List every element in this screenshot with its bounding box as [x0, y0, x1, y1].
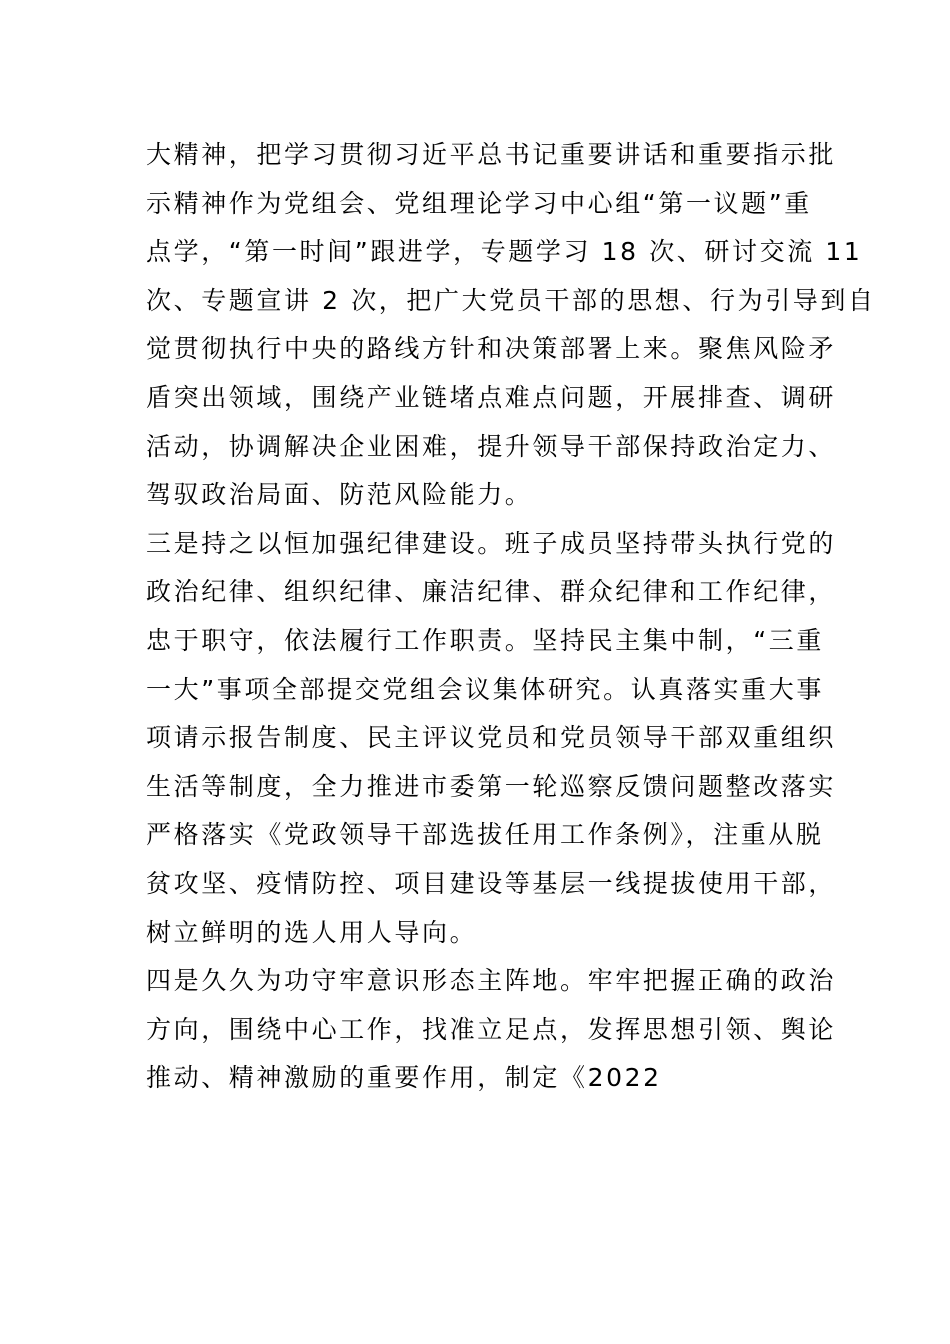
text-line: 四是久久为功守牢意识形态主阵地。牢牢把握正确的政治: [146, 966, 837, 996]
text-line: 活动，协调解决企业困难，提升领导干部保持政治定力、: [146, 431, 837, 461]
text-line: 大精神，把学习贯彻习近平总书记重要讲话和重要指示批: [146, 140, 837, 169]
text-line: 三是持之以恒加强纪律建设。班子成员坚持带头执行党的: [146, 528, 837, 558]
text-line: 驾驭政治局面、防范风险能力。: [146, 480, 533, 510]
text-line: 点学，“第一时间”跟进学，专题学习 18 次、研讨交流 11: [146, 237, 863, 267]
text-line: 一大”事项全部提交党组会议集体研究。认真落实重大事: [146, 674, 824, 704]
text-line: 树立鲜明的选人用人导向。: [146, 917, 478, 947]
text-line: 项请示报告制度、民主评议党员和党员领导干部双重组织: [146, 723, 837, 753]
text-line: 推动、精神激励的重要作用，制定《2022: [146, 1063, 662, 1093]
document-body: [146, 131, 876, 1103]
text-line: 方向，围绕中心工作，找准立足点，发挥思想引领、舆论: [146, 1014, 837, 1044]
text-line: 示精神作为党组会、党组理论学习中心组“第一议题”重: [146, 188, 812, 218]
text-line: 生活等制度，全力推进市委第一轮巡察反馈问题整改落实: [146, 771, 837, 801]
text-line: 政治纪律、组织纪律、廉洁纪律、群众纪律和工作纪律，: [146, 577, 837, 607]
text-line: 贫攻坚、疫情防控、项目建设等基层一线提拔使用干部，: [146, 868, 837, 898]
text-line: 盾突出领域，围绕产业链堵点难点问题，开展排查、调研: [146, 382, 837, 412]
text-line: 忠于职守，依法履行工作职责。坚持民主集中制，“三重: [146, 625, 824, 655]
text-line: 次、专题宣讲 2 次，把广大党员干部的思想、行为引导到自: [146, 285, 876, 315]
text-line: 觉贯彻执行中央的路线方针和决策部署上来。聚焦风险矛: [146, 334, 837, 364]
text-line: 严格落实《党政领导干部选拔任用工作条例》，注重从脱: [146, 820, 824, 850]
